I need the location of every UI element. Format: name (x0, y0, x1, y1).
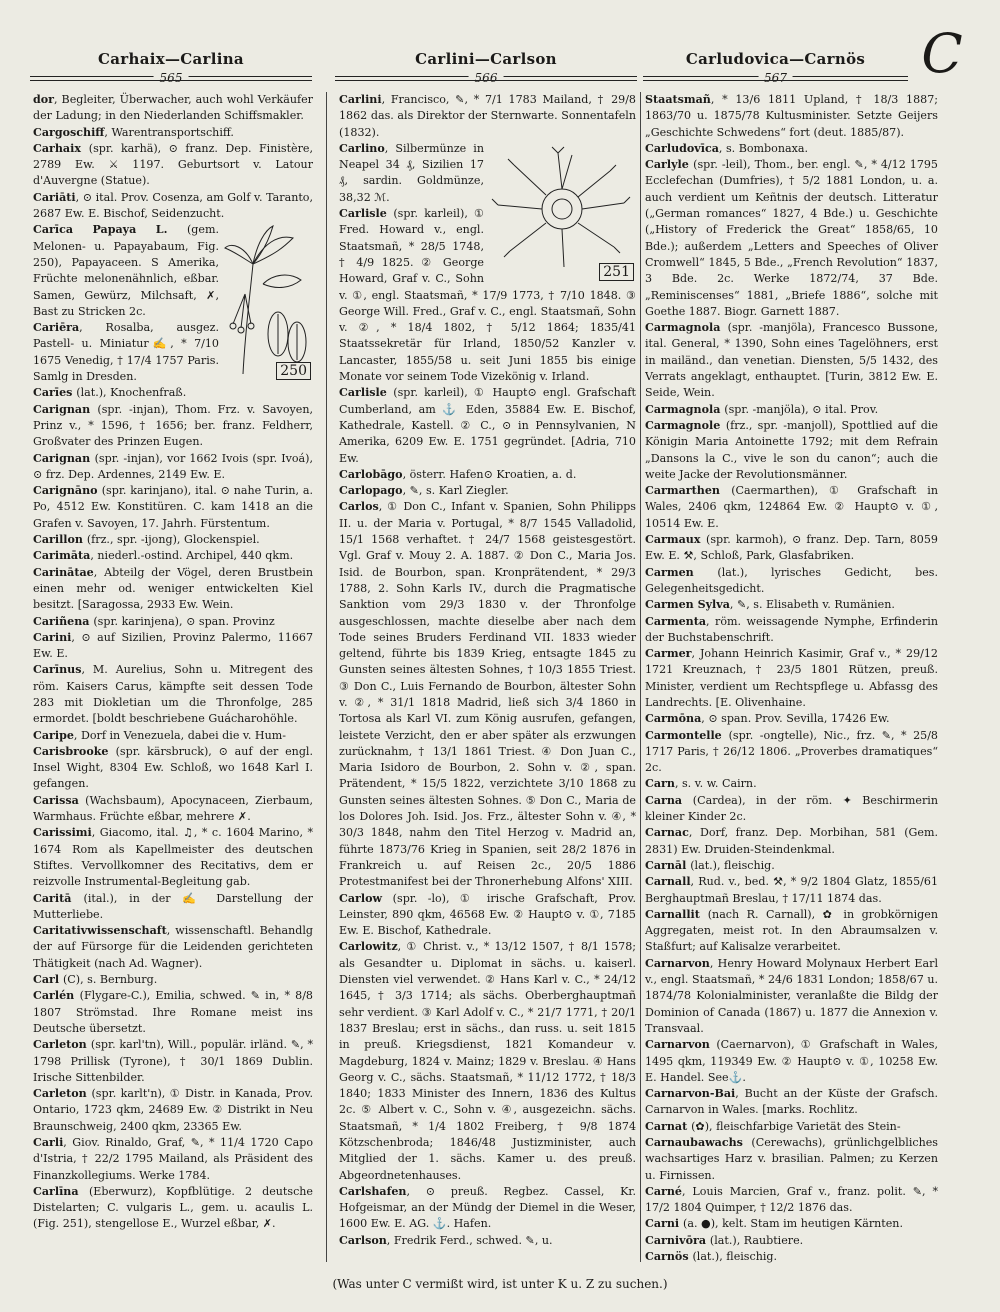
entry-headword: Carmenta (645, 614, 707, 628)
entry-headword: Carisbrooke (33, 744, 116, 758)
dictionary-entry: Carna (Cardea), in der röm. ✦ Beschirmerin kleiner Kinder 2c. (645, 793, 938, 824)
dictionary-entry: Carlīna (Eberwurz), Kopfblütige. 2 deutsche Distelarten; C. vulgaris L., gem. u. acaulis L. (Fig. 251), stengellose E., Wurzel eßbar, ✗. (33, 1184, 313, 1231)
entry-headword: Carignan (33, 451, 95, 465)
header-center-rule (335, 71, 637, 85)
entry-headword: Carignāno (33, 484, 102, 498)
entry-headword: Carlini (339, 93, 382, 106)
dictionary-entry: Carnall, Rud. v., bed. ⚒, * 9/2 1804 Glatz, 1855/61 Berghauptmañ Breslau, † 17/11 1874 das. (645, 875, 938, 905)
dictionary-entry: Carhaix (spr. karhä), ⊙ franz. Dep. Finistère, 2789 Ew. ⚔ 1197. Geburtsort v. Latour d'Auvergne (Statue). (33, 141, 313, 188)
dictionary-entry: Carmagnole (frz., spr. -manjoll), Spottlied auf die Königin Maria Antoinette 1792; mit dem Refrain „Dansons la C., vive le son du canon“; auch die weite Jacke der Revolutionsmänner. (645, 418, 938, 481)
dictionary-entry: Carmarthen (Caermarthen), ① Grafschaft in Wales, 2406 qkm, 124864 Ew. ② Haupt⊙ v. ①, 10514 Ew. E. (645, 484, 938, 530)
entry-headword: Carn (645, 777, 675, 791)
dictionary-entry: Carīes (lat.), Knochenfraß. (33, 386, 187, 400)
entry-headword: Carmagnola (645, 321, 728, 335)
dictionary-entry: Carlow (spr. -lo), ① irische Grafschaft, Prov. Leinster, 890 qkm, 46568 Ew. ② Haupt⊙ v. ①, 7185 Ew. E. Bischof, Kathedrale. (339, 891, 636, 938)
thumb-index-letter: C (921, 22, 963, 85)
entry-headword: Carleton (33, 1087, 92, 1101)
entry-headword: Carmer (645, 647, 692, 661)
entry-headword: Carlyle (645, 158, 694, 172)
entry-headword: Carnat (645, 1119, 692, 1133)
column-right (645, 92, 938, 1270)
entry-headword: Carignan (33, 402, 98, 416)
entry-headword: Carli (33, 1136, 64, 1149)
entry-headword: Carnös (645, 1250, 693, 1264)
figure-251-label: 251 (599, 263, 634, 281)
entry-headword: Carlow (339, 891, 393, 905)
dictionary-entry: Carlshafen, ⊙ preuß. Regbez. Cassel, Kr. Hofgeismar, an der Mündg der Diemel in die Weser, 1600 Ew. E. AG. ⚓. Hafen. (339, 1184, 636, 1231)
dictionary-entry: Carillon (frz., spr. -ijong), Glockenspiel. (33, 533, 260, 547)
column-left (33, 92, 313, 1270)
dictionary-entry: Carlisle (spr. karleil), ① Haupt⊙ engl. Grafschaft Cumberland, am ⚓ Eden, 35884 Ew. E. Bischof, Kathedrale, Kastell. ② C., ⊙ in Pennsylvanien, N Amerika, 6209 Ew. E. 1751 gegründet. [Adria, 710 Ew. (339, 386, 636, 465)
entry-headword: Carmen Sylva (645, 598, 730, 612)
dictionary-entry: Carlopago, ✎, s. Karl Ziegler. (339, 484, 509, 498)
dictionary-entry: Caripe, Dorf in Venezuela, dabei die v. Hum- (33, 728, 287, 742)
entry-headword: Caritā (33, 891, 84, 905)
dictionary-entry: Carmer, Johann Heinrich Kasimir, Graf v., * 29/12 1721 Kreuznach, † 23/5 1801 Rützen, preuß. Minister, verdient um Rechtspflege u. Abfassg des Landrechts. [E. Olivenhaine. (645, 647, 938, 709)
entry-headword: Carludovīca (645, 141, 719, 155)
dictionary-entry: Carignan (spr. -injan), Thom. Frz. v. Savoyen, Prinz v., * 1596, † 1656; ber. franz. Feldherr, Großvater des Prinzen Eugen. (33, 402, 313, 449)
dictionary-entry: Carlini, Francisco, ✎, * 7/1 1783 Mailand, † 29/8 1862 das. als Direktor der Sternwarte. Sonnentafeln (1832). (339, 93, 636, 139)
dictionary-entry: Carinātae, Abteilg der Vögel, deren Brustbein einen mehr od. weniger entwickelten Kiel besitzt. [Saragossa, 2933 Ew. Wein. (33, 565, 313, 612)
entry-headword: Carl (33, 973, 63, 987)
dictionary-entry: Caritā (ital.), in der ✍ Darstellung der Mutterliebe. (33, 891, 313, 921)
entry-headword: Carlino (339, 141, 385, 155)
header-center (335, 50, 637, 90)
entry-headword: Cariāti (33, 190, 76, 204)
entry-headword: Carni (645, 1217, 684, 1231)
entry-headword: Caripe (33, 728, 74, 742)
entry-headword: Carhaix (33, 141, 89, 155)
page-footer-note: (Was unter C vermißt wird, ist unter K u. Z zu suchen.) (332, 1277, 668, 1291)
dictionary-entry: Carli, Giov. Rinaldo, Graf, ✎, * 11/4 1720 Capo d'Istria, † 22/2 1795 Mailand, als Präsident des Finanzkollegiums. Werke 1784. (33, 1136, 313, 1182)
entry-headword: Cargoschiff (33, 125, 105, 139)
dictionary-entry: Carnāl (lat.), fleischig. (645, 858, 775, 872)
dictionary-entry: Carmen (lat.), lyrisches Gedicht, bes. Gelegenheitsgedicht. (645, 565, 938, 595)
entry-headword: Carleton (33, 1038, 91, 1052)
entry-headword: Carmagnole (645, 418, 726, 432)
entry-headword: Carnarvon-Bai (645, 1087, 736, 1101)
dictionary-entry: Carissa (Wachsbaum), Apocynaceen, Zierbaum, Warmhaus. Früchte eßbar, mehrere ✗. (33, 793, 313, 824)
dictionary-entry: Carnös (lat.), fleischig. (645, 1250, 778, 1264)
dictionary-entry: Carnarvon (Caernarvon), ① Grafschaft in Wales, 1495 qkm, 119349 Ew. ② Haupt⊙ v. ①, 10258 Ew. E. Handel. See⚓. (645, 1038, 938, 1084)
entry-headword: Carna (645, 793, 693, 807)
dictionary-entry: Carlén (Flygare-C.), Emilia, schwed. ✎ in, * 8/8 1807 Strömstad. Ihre Romane meist ins Deutsche übersetzt. (33, 989, 313, 1035)
entry-headword: Carlīna (33, 1184, 89, 1198)
entry-headword: Carlos (339, 500, 379, 514)
header-right-rule (643, 71, 908, 85)
dictionary-entry: Cariāti, ⊙ ital. Prov. Cosenza, am Golf v. Taranto, 2687 Ew. E. Bischof, Seidenzucht. (33, 190, 313, 221)
entry-headword: Carnall (645, 875, 691, 889)
dictionary-entry: Carleton (spr. karl'tn), Will., populär. irländ. ✎, * 1798 Prillisk (Tyrone), † 30/1 1869 Dublin. Irische Sittenbilder. (33, 1038, 313, 1084)
dictionary-entry: Carmōna, ⊙ span. Prov. Sevilla, 17426 Ew. (645, 712, 890, 726)
papaya-illustration (223, 224, 313, 382)
page-headers (0, 50, 1000, 90)
entry-headword: Carmarthen (645, 484, 732, 498)
column-separator-1 (326, 92, 327, 1262)
dictionary-entry: Carlowitz, ① Christ. v., * 13/12 1507, † 8/1 1578; als Gesandter u. Diplomat in sächs. u. kaiserl. Diensten viel verwendet. ② Hans Karl v. C., * 24/12 1645, † 3/3 1714; als sächs. Oberberghauptmañ sehr verdient. ③ Karl Adolf v. C., * 21/7 1771, † 20/1 1837 Breslau; erst in sächs., dan russ. u. seit 1815 in preuß. Kriegsdienst, 1821 Komandeur v. Magdeburg, 1824 v. Mainz; 1829 v. Breslau. ④ Hans Georg v. C., sächs. Staatsmañ, * 11/12 1772, † 18/3 1840; 1833 Minister des Innern, 1836 des Kultus 2c. ⑤ Albert v. C., Sohn v. ④, ausgezeichn. sächs. Staatsmañ, * 1/4 1802 Freiberg, † 9/8 1874 Kötzschenbroda; 1846/48 Justizminister, auch Mitglied der 1. sächs. Kamer u. des preuß. Abgeordnetenhauses. (339, 940, 636, 1182)
dictionary-entry: Carmen Sylva, ✎, s. Elisabeth v. Rumänien. (645, 598, 895, 612)
dictionary-entry: Carmagnola (spr. -manjöla), Francesco Bussone, ital. General, * 1390, Sohn eines Tagelöhners, erst in mailänd., dan venetian. Diensten, 5/5 1432, des Verrats angeklagt, enthauptet. [Turin, 3812 Ew. E. Seide, Wein. (645, 321, 938, 400)
dictionary-entry: Carissimi, Giacomo, ital. ♫, * c. 1604 Marino, * 1674 Rom als Kapellmeister des deutschen Stiftes. Vervollkomner des Recitativs, dem er reizvolle Instrumental-Begleitung gab. (33, 826, 313, 889)
entry-headword: Carnarvon (645, 956, 710, 970)
entry-headword: Carillon (33, 533, 87, 547)
entry-headword: Carissa (33, 793, 86, 807)
entry-headword: Carlisle (339, 207, 394, 221)
entry-headword: Carimāta (33, 549, 91, 563)
page-number-left: 565 (154, 71, 189, 85)
column-center (339, 92, 636, 1270)
dictionary-entry: Carignan (spr. -injan), vor 1662 Ivois (spr. Ivoá), ⊙ frz. Dep. Ardennes, 2149 Ew. E. (33, 451, 313, 481)
dictionary-entry: Carn, s. v. w. Cairn. (645, 777, 757, 791)
header-left (30, 50, 312, 90)
dictionary-entry: Carnat (✿), fleischfarbige Varietät des Stein- (645, 1119, 901, 1133)
entry-headword: Staatsmañ (645, 93, 711, 106)
dictionary-entry: Carlobāgo, österr. Hafen⊙ Kroatien, a. d. (339, 467, 577, 481)
dictionary-entry: Carīnus, M. Aurelius, Sohn u. Mitregent des röm. Kaisers Carus, kämpfte seit dessen Tode 283 mit Diokletian um die Thronfolge, 285 ermordet. [boldt beschriebene Guácharohöhle. (33, 663, 313, 726)
header-right-title: Carludovica—Carnös (685, 50, 866, 68)
entry-headword: Carmōna (645, 712, 702, 726)
dictionary-entry: Carnivōra (lat.), Raubtiere. (645, 1233, 804, 1247)
dictionary-entry: Cariēra, Rosalba, ausgez. Pastell- u. Miniatur✍, * 7/10 1675 Venedig, † 17/4 1757 Paris. Samlg in Dresden. (33, 321, 219, 384)
dictionary-entry: Carmaux (spr. karmoh), ⊙ franz. Dep. Tarn, 8059 Ew. E. ⚒, Schloß, Park, Glasfabriken. (645, 533, 938, 563)
entry-headword: Carmaux (645, 533, 706, 547)
entry-headword: Caritativwissenschaft (33, 924, 167, 938)
entry-headword: Carnivōra (645, 1233, 710, 1247)
dictionary-entry: Carmagnola (spr. -manjöla), ⊙ ital. Prov. (645, 402, 879, 416)
entry-headword: Carlshafen (339, 1184, 407, 1198)
entry-headword: Carnac (645, 826, 689, 840)
entry-headword: Carlowitz (339, 940, 398, 954)
page-number-right: 567 (758, 71, 793, 85)
entry-headword: Carnāl (645, 858, 691, 872)
entry-headword: Carmontelle (645, 728, 729, 742)
dictionary-entry: Carisbrooke (spr. kärsbruck), ⊙ auf der engl. Insel Wight, 8304 Ew. Schloß, wo 1648 Karl I. gefangen. (33, 744, 313, 791)
dictionary-entry: Staatsmañ, * 13/6 1811 Upland, † 18/3 1887; 1863/70 u. 1875/78 Kultusminister. Setzte Geijers „Geschichte Schwedens“ fort (deut. 1885/87). (645, 93, 938, 139)
dictionary-entry: Carimāta, niederl.-ostind. Archipel, 440 qkm. (33, 549, 294, 563)
entry-headword: Cariñena (33, 614, 94, 628)
header-left-rule (30, 71, 312, 85)
entry-headword: Carnaubawachs (645, 1136, 752, 1149)
entry-headword: dor (33, 93, 55, 106)
dictionary-entry: Carné, Louis Marcien, Graf v., franz. polit. ✎, * 17/2 1804 Quimper, † 12/2 1876 das. (645, 1184, 938, 1215)
header-center-title: Carlini—Carlson (415, 50, 557, 68)
dictionary-entry: Carleton (spr. karlt'n), ① Distr. in Kanada, Prov. Ontario, 1723 qkm, 24689 Ew. ② Distrikt in Neu Braunschweig, 2400 qkm, 23365 Ew. (33, 1087, 313, 1133)
entry-headword: Carīnus (33, 663, 82, 677)
entry-headword: Carlopago (339, 484, 403, 498)
dictionary-entry: Carnac, Dorf, franz. Dep. Morbihan, 581 (Gem. 2831) Ew. Druiden-Steindenkmal. (645, 826, 938, 856)
dictionary-entry: Carni (a. ●), kelt. Stam im heutigen Kärnten. (645, 1217, 903, 1231)
dictionary-entry: Carludovīca, s. Bombonaxa. (645, 141, 808, 155)
dictionary-entry: Cargoschiff, Warentransportschiff. (33, 125, 234, 139)
dictionary-entry: Carīca Papaya L. (gem. Melonen- u. Papayabaum, Fig. 250), Papayaceen. S Amerika, Früchte melonenähnlich, eßbar. Samen, Gewürz, Milchsaft, ✗, Bast zu Stricken 2c. (33, 223, 219, 318)
entry-headword: Cariēra (33, 321, 80, 335)
dictionary-entry: dor, Begleiter, Überwacher, auch wohl Verkäufer der Ladung; in den Niederlanden Schiffsmakler. (33, 93, 313, 123)
column-separator-2 (640, 92, 641, 1262)
dictionary-entry: Carnallit (nach R. Carnall), ✿ in grobkörnigen Aggregaten, meist rot. In den Abraumsalzen v. Staßfurt; auf Kalisalze verarbeitet. (645, 907, 938, 954)
carlina-thistle-drawing (488, 143, 636, 283)
entry-headword: Carnallit (645, 907, 708, 921)
header-right (643, 50, 908, 90)
entry-headword: Carlson (339, 1233, 387, 1247)
entry-headword: Carlisle (339, 386, 394, 400)
dictionary-entry: Carmontelle (spr. -ongtelle), Nic., frz. ✎, * 25/8 1717 Paris, † 26/12 1806. „Proverbes dramatiques“ 2c. (645, 728, 938, 775)
entry-headword: Carmagnola (645, 402, 725, 416)
dictionary-entry: Carlyle (spr. -leil), Thom., ber. engl. ✎, * 4/12 1795 Ecclefechan (Dumfries), † 5/2 1881 London, u. a. auch verdient um Keñtnis der deutsch. Litteratur („German romances“ 1827, 4 Bde.) u. Geschichte („History of Frederick the Great“ 1858/65, 10 Bde.); außerdem „Letters and Speeches of Oliver Cromwell“ 1845, 5 Bde., „French Revolution“ 1837, 3 Bde. 2c. Werke 1872/74, 37 Bde. „Reminiscenses“ 1881, „Briefe 1886“, solche mit Goethe 1887. Biogr. Garnett 1887. (645, 158, 938, 318)
dictionary-entry: Carmenta, röm. weissagende Nymphe, Erfinderin der Buchstabenschrift. (645, 614, 938, 644)
dictionary-entry: Carignāno (spr. karinjano), ital. ⊙ nahe Turin, a. Po, 4512 Ew. Konstitüren. C. kam 1418 an die Grafen v. Savoyen, 17. Jahrh. Fürstentum. (33, 484, 313, 530)
entry-headword: Carnarvon (645, 1038, 717, 1052)
dictionary-entry: Carlos, ① Don C., Infant v. Spanien, Sohn Philipps II. u. der Maria v. Portugal, * 8/7 1545 Valladolid, 15/1 1568 verhaftet. † 24/7 1568 geistesgestört. Vgl. Graf v. Mouy 2. A. 1887. ② Don C., Maria Jos. Isid. de Bourbon, span. Kronprätendent, * 29/3 1788, 2. Sohn Karls IV., durch die Pragmatische Sanktion vom 29/3 1830 v. der Thronfolge ausgeschlossen, machte dieselbe aber nach dem Tode seines Bruders Ferdinand VII. 1833 wieder geltend, führte bis 1839 Krieg, entsagte 1845 zu Gunsten seines ältesten Sohnes, † 10/3 1855 Triest. ③ Don C., Luis Fernando de Bourbon, ältester Sohn v. ②, * 31/1 1818 Madrid, ließ sich 3/4 1860 in Tortosa als Karl VI. zum König ausrufen, gefangen, leistete Verzicht, den er aber später als erzwungen zurücknahm, † 13/1 1861 Triest. ④ Don Juan C., Maria Isidoro de Bourbon, 2. Sohn v. ②, span. Prätendent, * 15/5 1822, verzichtete 3/10 1868 zu Gunsten seines ältesten Sohnes. ⑤ Don C., Maria de los Dolores Joh. Isid. Jos. Frz., ältester Sohn v. ④, * 30/3 1848, nahm den Titel Herzog v. Madrid an, führte 1873/76 Krieg in Spanien, seit 28/2 1876 in Frankreich u. auf Reisen 2c., 20/5 1886 Protestmanifest bei der Thronerhebung Alfons' XIII. (339, 500, 636, 889)
entry-headword: Carlén (33, 989, 80, 1003)
dictionary-entry: Carlino, Silbermünze in Neapel 34 ₰, Sizilien 17 ₰, sardin. Goldmünze, 38,32 ℳ. (339, 141, 484, 204)
dictionary-entry: Carlisle (spr. karleil), ① Fred. Howard v., engl. Staatsmañ, * 28/5 1748, † 4/9 1825. ② George Howard, Graf v. C., Sohn v. ①, engl. Staatsmañ, * 17/9 1773, † 7/10 1848. ③ George Will. Fred., Graf v. C., engl. Staatsmañ, Sohn v. ②, * 18/4 1802, † 5/12 1864; 1835/41 Staatssekretär für Irland, 1850/52 Kanzler v. Lancaster, 1855/58 u. seit Juni 1855 bis einige Monate vor seinem Tode Vizekönig v. Irland. (339, 207, 636, 384)
dictionary-entry: Cariñena (spr. karinjena), ⊙ span. Provinz (33, 614, 275, 628)
dictionary-entry: Carnarvon, Henry Howard Molynaux Herbert Earl v., engl. Staatsmañ, * 24/6 1831 London; 1858/67 u. 1874/78 Kolonialminister, veranlaßte die Bildg der Dominion of Canada (1867) u. 1877 die Annexion v. Transvaal. (645, 956, 938, 1035)
entry-headword: Carlobāgo (339, 467, 403, 481)
figure-250-label: 250 (276, 362, 311, 380)
entry-headword: Carné (645, 1184, 682, 1198)
entry-headword: Carissimi (33, 826, 92, 840)
dictionary-entry: Carini, ⊙ auf Sizilien, Provinz Palermo, 11667 Ew. E. (33, 630, 313, 661)
page-number-center: 566 (469, 71, 504, 85)
dictionary-entry: Carlson, Fredrik Ferd., schwed. ✎, u. (339, 1233, 553, 1247)
dictionary-entry: Carnarvon-Bai, Bucht an der Küste der Grafsch. Carnarvon in Wales. [marks. Rochlitz. (645, 1087, 938, 1117)
dictionary-entry: Carnaubawachs (Cerewachs), grünlichgelbliches wachsartiges Harz v. brasilian. Palmen; zu Kerzen u. Firnissen. (645, 1136, 938, 1182)
dictionary-entry: Caritativwissenschaft, wissenschaftl. Behandlg der auf Fürsorge für die Leidenden gerichteten Thätigkeit (nach Ad. Wagner). (33, 924, 313, 970)
dictionary-entry: Carl (C), s. Bernburg. (33, 973, 158, 987)
entry-headword: Carīca Papaya L. (33, 223, 187, 237)
entry-headword: Carini (33, 630, 72, 644)
papaya-plant-drawing (223, 224, 313, 382)
entry-headword: Carmen (645, 565, 718, 579)
entry-headword: Carinātae (33, 565, 94, 579)
header-left-title: Carhaix—Carlina (98, 50, 244, 68)
carlina-illustration (488, 143, 636, 283)
entry-headword: Carīes (33, 386, 77, 400)
